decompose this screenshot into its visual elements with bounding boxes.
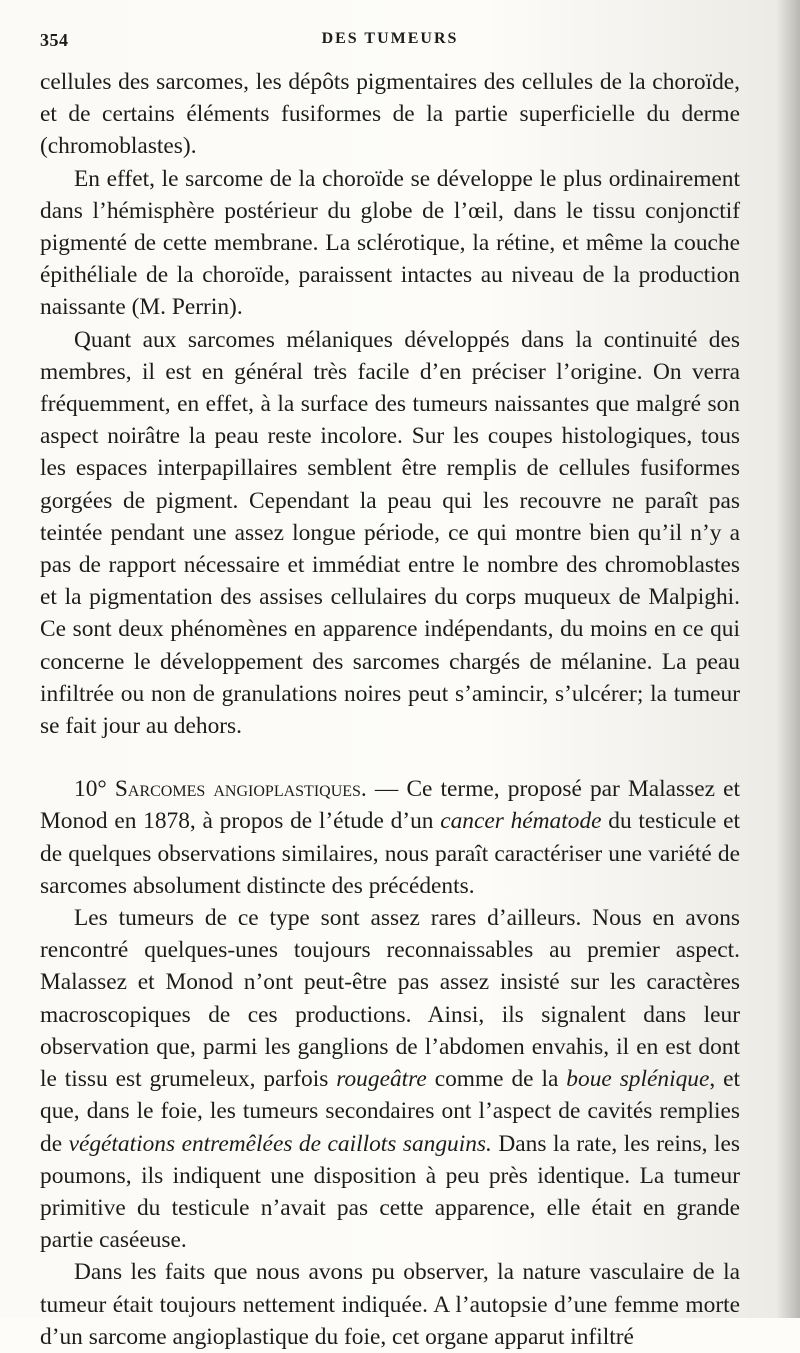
paragraph-1: cellules des sarcomes, les dépôts pigmentaires des cellules de la choroïde, et de certains éléments fusiformes de la partie superficielle du derme (chromoblastes). <box>40 69 740 160</box>
section-number: 10° <box>74 776 107 803</box>
paragraph-5 <box>40 902 740 1256</box>
running-head: DES TUMEURS <box>321 30 459 47</box>
page-header <box>40 30 740 54</box>
emphasis-boue-splenique: boue splénique <box>566 1066 710 1093</box>
body-text <box>40 66 740 1353</box>
paragraph-5-text-4: Dans la rate, les reins, les poumons, ils indiquent une disposition à peu près identique. La tumeur primitive du testicule n’avait pas cette apparence, elle était en grande partie caséeuse. <box>40 1130 740 1254</box>
emphasis-vegetations: végétations entremêlées de caillots sanguins. <box>68 1130 492 1157</box>
page-number: 354 <box>40 30 69 50</box>
paragraph-5-text-2: comme de la <box>426 1066 567 1093</box>
emphasis-rougeatre: rougeâtre <box>336 1066 427 1093</box>
paragraph-4-text-2: du testicule et de quelques observations similaires, nous paraît caractériser une variété de sarcomes absolument distincte des précédents. <box>40 808 740 899</box>
section-dash: — <box>366 776 407 803</box>
paragraph-2: En effet, le sarcome de la choroïde se développe le plus ordinairement dans l’hémisphère postérieur du globe de l’œil, dans le tissu conjonctif pigmenté de cette membrane. La sclérotique, la rétine, et même la couche épithéliale de la choroïde, paraissent intactes au niveau de la production naissante (M. Perrin). <box>40 165 740 321</box>
section-title: Sarcomes angioplastiques. <box>114 776 367 803</box>
paragraph-5-text-1: Les tumeurs de ce type sont assez rares d’ailleurs. Nous en avons rencontré quelques-unes toujours reconnaissables au premier aspect. Malassez et Monod n’ont peut-être pas assez insisté sur les caractères macroscopiques de ces productions. Ainsi, ils signalent dans leur observation que, parmi les ganglions de l’abdomen envahis, il en est dont le tissu est grumeleux, parfois <box>40 905 740 1093</box>
paragraph-5-text-3: , et que, dans le foie, les tumeurs secondaires ont l’aspect de cavités remplies de <box>40 1066 741 1157</box>
paragraph-6: Dans les faits que nous avons pu observer, la nature vasculaire de la tumeur était toujours nettement indiquée. A l’autopsie d’une femme morte d’un sarcome angioplastique du foie, cet organe apparut infiltré <box>40 1259 740 1350</box>
paragraph-4-text-1: Ce terme, proposé par Malassez et Monod en 1878, à propos de l’étude d’un <box>40 776 740 835</box>
paragraph-3: Quant aux sarcomes mélaniques développés dans la continuité des membres, il est en général très facile d’en préciser l’origine. On verra fréquemment, en effet, à la surface des tumeurs naissantes que malgré son aspect noirâtre la peau reste incolore. Sur les coupes histologiques, tous les espaces interpapillaires semblent être remplis de cellules fusiformes gorgées de pigment. Cependant la peau qui les recouvre ne paraît pas teintée pendant une assez longue période, ce qui montre bien qu’il n’y a pas de rapport nécessaire et immédiat entre le nombre des chromoblastes et la pigmentation des assises cellulaires du corps muqueux de Malpighi. Ce sont deux phénomènes en apparence indépendants, du moins en ce qui concerne le développement des sarcomes chargés de mélanine. La peau infiltrée ou non de granulations noires peut s’amincir, s’ulcérer; la tumeur se fait jour au dehors. <box>40 326 740 740</box>
emphasis-cancer-hematode: cancer hématode <box>440 808 602 835</box>
paragraph-4-section-heading <box>40 773 740 902</box>
